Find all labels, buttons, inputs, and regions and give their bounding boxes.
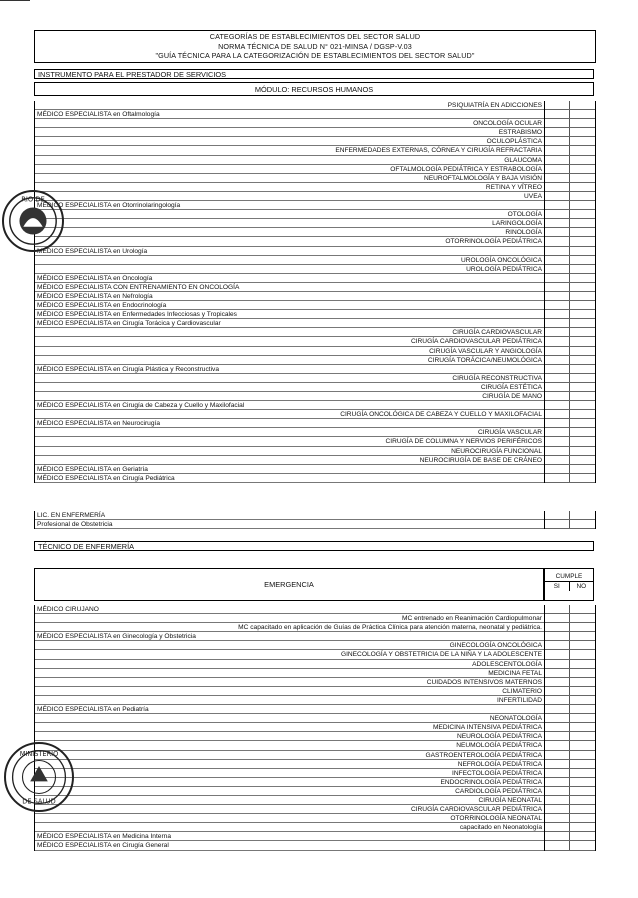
subspecialty-row: CIRUGÍA VASCULAR Y ANGIOLOGÍA: [35, 347, 545, 356]
cumple-label: CUMPLE: [545, 572, 593, 582]
category-row: MÉDICO ESPECIALISTA en Otorrinolaringología: [35, 201, 545, 210]
check-cell: [545, 741, 595, 750]
check-cell: [545, 623, 595, 632]
check-cell: [545, 101, 595, 110]
subspecialty-row: CLIMATERIO: [35, 687, 545, 696]
check-cell: [545, 119, 595, 128]
subspecialty-row: ENDOCRINOLOGÍA PEDIÁTRICA: [35, 778, 545, 787]
category-row: MÉDICO ESPECIALISTA en Enfermedades Infecciosas y Tropicales: [35, 310, 545, 319]
category-row: MÉDICO ESPECIALISTA en Cirugía Plástica y Reconstructiva: [35, 365, 545, 374]
subspecialty-row: CIRUGÍA ONCOLÓGICA DE CABEZA Y CUELLO Y MAXILOFACIAL: [35, 410, 545, 419]
technician-row: TÉCNICO DE ENFERMERÍA: [34, 541, 594, 551]
check-cell: [545, 137, 595, 146]
category-row: MÉDICO ESPECIALISTA en Medicina Interna: [35, 832, 545, 841]
nurse-table: [34, 511, 545, 529]
instrument-label: INSTRUMENTO PARA EL PRESTADOR DE SERVICIOS: [34, 69, 594, 79]
check-cell: [545, 201, 595, 210]
subspecialty-row: PSIQUIATRÍA EN ADICCIONES: [35, 101, 545, 110]
check-cell: [545, 228, 595, 237]
top-scan-mark: [0, 0, 30, 1]
subspecialty-row: INFERTILIDAD: [35, 696, 545, 705]
category-row: MÉDICO ESPECIALISTA en Endocrinología: [35, 301, 545, 310]
check-cell: [545, 237, 595, 246]
check-cell: [545, 310, 595, 319]
emergency-table: [34, 605, 545, 851]
check-cell: [545, 192, 595, 201]
subspecialty-row: OCULOPLÁSTICA: [35, 137, 545, 146]
check-cell: [545, 146, 595, 155]
subspecialty-row: UROLOGÍA ONCOLÓGICA: [35, 256, 545, 265]
document-header: [34, 30, 596, 63]
category-row: MÉDICO ESPECIALISTA CON ENTRENAMIENTO EN ONCOLOGÍA: [35, 283, 545, 292]
svg-text:MINISTERIO: MINISTERIO: [19, 750, 59, 759]
check-cell: [545, 641, 595, 650]
category-row: MÉDICO ESPECIALISTA en Cirugía de Cabeza y Cuello y Maxilofacial: [35, 401, 545, 410]
subspecialty-row: GINECOLOGÍA Y OBSTETRICIA DE LA NIÑA Y LA ADOLESCENTE: [35, 650, 545, 659]
check-cell: [545, 283, 595, 292]
subspecialty-row: GINECOLOGÍA ONCOLÓGICA: [35, 641, 545, 650]
subspecialty-row: MEDICINA FETAL: [35, 669, 545, 678]
check-cell: [545, 447, 595, 456]
subspecialty-row: CIRUGÍA RECONSTRUCTIVA: [35, 374, 545, 383]
subspecialty-row: NEUROLOGÍA PEDIÁTRICA: [35, 732, 545, 741]
check-cell: [545, 165, 595, 174]
category-row: LIC. EN ENFERMERÍA: [35, 511, 545, 520]
check-cell: [545, 383, 595, 392]
category-row: MÉDICO ESPECIALISTA en Cirugía Torácica y Cardiovascular: [35, 319, 545, 328]
check-cell: [545, 328, 595, 337]
subspecialty-row: RETINA Y VÍTREO: [35, 183, 545, 192]
check-cell: [545, 751, 595, 760]
header-line-3: "GUÍA TÉCNICA PARA LA CATEGORIZACIÓN DE ESTABLECIMIENTOS DEL SECTOR SALUD": [155, 51, 475, 61]
svg-text:DE SALUD: DE SALUD: [22, 797, 56, 806]
category-row: MÉDICO ESPECIALISTA en Geriatría: [35, 465, 545, 474]
si-label: SI: [545, 582, 570, 591]
subspecialty-row: NEONATOLOGÍA: [35, 714, 545, 723]
check-cell: [545, 337, 595, 346]
check-cell: [545, 805, 595, 814]
subspecialty-row: CIRUGÍA CARDIOVASCULAR PEDIÁTRICA: [35, 805, 545, 814]
subspecialty-row: LARINGOLOGÍA: [35, 219, 545, 228]
subspecialty-row: MEDICINA INTENSIVA PEDIÁTRICA: [35, 723, 545, 732]
check-cell: [545, 778, 595, 787]
check-cell: [545, 687, 595, 696]
check-cell: [545, 183, 595, 192]
check-cell: [545, 347, 595, 356]
category-row: MÉDICO ESPECIALISTA en Cirugía Pediátrica: [35, 474, 545, 483]
category-row: MÉDICO ESPECIALISTA en Ginecología y Obstetricia: [35, 632, 545, 641]
check-cell: [545, 832, 595, 841]
subspecialty-row: GLAUCOMA: [35, 156, 545, 165]
hr-check-columns: [544, 101, 596, 483]
category-row: MÉDICO CIRUJANO: [35, 605, 545, 614]
subspecialty-row: CIRUGÍA VASCULAR: [35, 428, 545, 437]
check-cell: [545, 210, 595, 219]
subspecialty-row: NEUROCIRUGÍA DE BASE DE CRÁNEO: [35, 456, 545, 465]
check-cell: [545, 410, 595, 419]
check-cell: [545, 428, 595, 437]
ministry-seal-icon: [6, 744, 72, 810]
subspecialty-row: OFTALMOLOGÍA PEDIÁTRICA Y ESTRABOLOGÍA: [35, 165, 545, 174]
check-cell: [545, 678, 595, 687]
check-cell: [545, 823, 595, 832]
check-cell: [545, 419, 595, 428]
subspecialty-row: OTORRINOLOGÍA NEONATAL: [35, 814, 545, 823]
check-cell: [545, 319, 595, 328]
hr-table: [34, 101, 545, 483]
category-row: MÉDICO ESPECIALISTA en Oftalmología: [35, 110, 545, 119]
subspecialty-row: MC entrenado en Reanimación Cardiopulmonar: [35, 614, 545, 623]
check-cell: [545, 110, 595, 119]
check-cell: [545, 660, 595, 669]
subspecialty-row: ENFERMEDADES EXTERNAS, CÓRNEA Y CIRUGÍA REFRACTARIA: [35, 146, 545, 155]
check-cell: [545, 511, 595, 520]
subspecialty-row: RINOLOGÍA: [35, 228, 545, 237]
category-row: MÉDICO ESPECIALISTA en Pediatría: [35, 705, 545, 714]
category-row: Profesional de Obstetricia: [35, 520, 545, 529]
subspecialty-row: UVEA: [35, 192, 545, 201]
check-cell: [545, 814, 595, 823]
check-cell: [545, 128, 595, 137]
check-cell: [545, 732, 595, 741]
check-cell: [545, 705, 595, 714]
subspecialty-row: OTOLOGÍA: [35, 210, 545, 219]
subspecialty-row: CUIDADOS INTENSIVOS MATERNOS: [35, 678, 545, 687]
subspecialty-row: OTORRINOLOGÍA PEDIÁTRICA: [35, 237, 545, 246]
subspecialty-row: ESTRABISMO: [35, 128, 545, 137]
cumple-header: [544, 568, 594, 601]
no-label: NO: [576, 583, 587, 590]
subspecialty-row: CARDIOLOGÍA PEDIÁTRICA: [35, 787, 545, 796]
check-cell: [545, 723, 595, 732]
ministry-seal-stamp: [4, 742, 74, 812]
subspecialty-row: CIRUGÍA TORÁCICA/NEUMOLÓGICA: [35, 356, 545, 365]
emergency-section-title: EMERGENCIA: [34, 568, 544, 601]
header-line-2: NORMA TÉCNICA DE SALUD N° 021-MINSA / DGSP-V.03: [218, 41, 412, 51]
check-cell: [545, 632, 595, 641]
subspecialty-row: NEUROCIRUGÍA FUNCIONAL: [35, 447, 545, 456]
category-row: MÉDICO ESPECIALISTA en Nefrología: [35, 292, 545, 301]
check-cell: [545, 614, 595, 623]
subspecialty-row: INFECTOLOGÍA PEDIÁTRICA: [35, 769, 545, 778]
check-cell: [545, 174, 595, 183]
check-cell: [545, 392, 595, 401]
nurse-check-columns: [544, 511, 596, 529]
module-title: MÓDULO: RECURSOS HUMANOS: [34, 82, 594, 96]
check-cell: [545, 669, 595, 678]
check-cell: [545, 292, 595, 301]
header-line-1: CATEGORÍAS DE ESTABLECIMIENTOS DEL SECTOR SALUD: [209, 32, 421, 41]
subspecialty-row: capacitado en Neonatología: [35, 823, 545, 832]
check-cell: [545, 265, 595, 274]
check-cell: [545, 465, 595, 474]
subspecialty-row: CIRUGÍA DE COLUMNA Y NERVIOS PERIFÉRICOS: [35, 437, 545, 446]
check-cell: [545, 714, 595, 723]
check-cell: [545, 474, 595, 483]
check-cell: [545, 437, 595, 446]
check-cell: [545, 696, 595, 705]
svg-text:RIO DE: RIO DE: [21, 195, 45, 204]
category-row: MÉDICO ESPECIALISTA en Oncología: [35, 274, 545, 283]
check-cell: [545, 301, 595, 310]
subspecialty-row: ONCOLOGÍA OCULAR: [35, 119, 545, 128]
subspecialty-row: CIRUGÍA CARDIOVASCULAR: [35, 328, 545, 337]
check-cell: [545, 274, 595, 283]
subspecialty-row: GASTROENTEROLOGÍA PEDIÁTRICA: [35, 751, 545, 760]
check-cell: [545, 156, 595, 165]
check-cell: [545, 365, 595, 374]
check-cell: [545, 247, 595, 256]
subspecialty-row: ADOLESCENTOLOGÍA: [35, 660, 545, 669]
check-cell: [545, 456, 595, 465]
category-row: MÉDICO ESPECIALISTA en Neurocirugía: [35, 419, 545, 428]
check-cell: [545, 219, 595, 228]
check-cell: [545, 374, 595, 383]
subspecialty-row: CIRUGÍA NEONATAL: [35, 796, 545, 805]
check-cell: [545, 401, 595, 410]
check-cell: [545, 760, 595, 769]
subspecialty-row: NEUMOLOGÍA PEDIÁTRICA: [35, 741, 545, 750]
check-cell: [545, 650, 595, 659]
check-cell: [545, 796, 595, 805]
subspecialty-row: MC capacitado en aplicación de Guías de Práctica Clínica para atención materna, neonatal y pediátrica.: [35, 623, 545, 632]
check-cell: [545, 520, 595, 529]
subspecialty-row: CIRUGÍA CARDIOVASCULAR PEDIÁTRICA: [35, 337, 545, 346]
category-row: MÉDICO ESPECIALISTA en Cirugía General: [35, 841, 545, 850]
emergency-check-columns: [544, 605, 596, 851]
seal-icon: [4, 192, 62, 250]
check-cell: [545, 841, 595, 850]
check-cell: [545, 769, 595, 778]
subspecialty-row: NEFROLOGÍA PEDIÁTRICA: [35, 760, 545, 769]
check-cell: [545, 256, 595, 265]
check-cell: [545, 787, 595, 796]
subspecialty-row: UROLOGÍA PEDIÁTRICA: [35, 265, 545, 274]
subspecialty-row: NEUROFTALMOLOGÍA Y BAJA VISIÓN: [35, 174, 545, 183]
category-row: MÉDICO ESPECIALISTA en Urología: [35, 247, 545, 256]
official-seal-stamp: [2, 190, 64, 252]
check-cell: [545, 356, 595, 365]
subspecialty-row: CIRUGÍA ESTÉTICA: [35, 383, 545, 392]
subspecialty-row: CIRUGÍA DE MANO: [35, 392, 545, 401]
check-cell: [545, 605, 595, 614]
